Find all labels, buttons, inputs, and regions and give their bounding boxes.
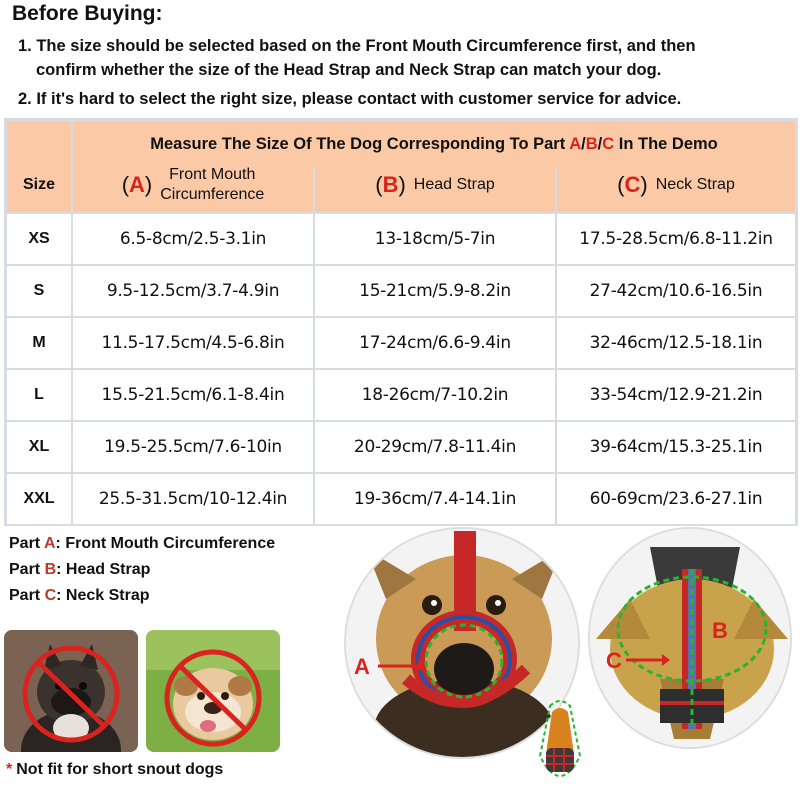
size-column-header: Size <box>7 158 71 212</box>
size-table <box>4 118 798 526</box>
diagram-label-a: A <box>354 654 370 679</box>
merged-header-slash-2: / <box>597 134 603 153</box>
part-b-header <box>315 158 555 212</box>
part-b-marker: (B) <box>375 172 406 197</box>
arrow-a-icon <box>378 658 426 674</box>
merged-header-pre: Measure The Size Of The Dog Corresponding To Part <box>150 134 570 153</box>
note-2: 2. If it's hard to select the right size, please contact with customer service for advice. <box>18 90 682 108</box>
cell-head-strap: 17-24cm/6.6-9.4in <box>315 318 555 368</box>
short-snout-dog-photo-1 <box>4 630 138 752</box>
legend-c-prefix: Part <box>9 587 45 604</box>
cell-head-strap: 15-21cm/5.9-8.2in <box>315 266 555 316</box>
cell-head-strap: 19-36cm/7.4-14.1in <box>315 474 555 524</box>
legend-c-text: : Neck Strap <box>56 587 150 604</box>
merged-header-slash-1: / <box>581 134 586 153</box>
diagram-label-b: B <box>712 618 728 643</box>
part-a-label-line-1: Front Mouth <box>169 166 256 183</box>
cell-front-mouth: 19.5-25.5cm/7.6-10in <box>73 422 313 472</box>
legend-part-a <box>9 531 275 557</box>
cell-front-mouth: 11.5-17.5cm/4.5-6.8in <box>73 318 313 368</box>
cell-size: M <box>7 318 71 368</box>
cell-neck-strap: 39-64cm/15.3-25.1in <box>557 422 795 472</box>
cell-size: L <box>7 370 71 420</box>
note-1-line-2: confirm whether the size of the Head Strap and Neck Strap can match your dog. <box>36 61 662 79</box>
legend-a-text: : Front Mouth Circumference <box>55 535 276 552</box>
part-c-marker: (C) <box>617 172 648 197</box>
part-c-letter: C <box>624 172 641 197</box>
note-1-line-1: 1. The size should be selected based on the Front Mouth Circumference first, and then <box>18 37 696 55</box>
cell-size: XL <box>7 422 71 472</box>
merged-header-c: C <box>602 134 615 153</box>
muzzle-product-icon <box>528 696 592 796</box>
cell-neck-strap: 33-54cm/12.9-21.2in <box>557 370 795 420</box>
muzzle-top-view <box>588 527 792 749</box>
cell-neck-strap: 17.5-28.5cm/6.8-11.2in <box>557 214 795 264</box>
merged-header-text <box>150 135 718 154</box>
cell-front-mouth: 25.5-31.5cm/10-12.4in <box>73 474 313 524</box>
part-a-label <box>160 165 264 205</box>
merged-header-post: In The Demo <box>614 134 718 153</box>
part-a-label-line-2: Circumference <box>160 186 265 203</box>
page-heading: Before Buying: <box>12 2 163 25</box>
part-a-header <box>73 158 313 212</box>
note-1 <box>18 34 788 82</box>
diagram-label-c: C <box>606 648 622 673</box>
legend-b-letter: B <box>44 561 57 578</box>
caption-text: Not fit for short snout dogs <box>16 761 224 778</box>
cell-front-mouth: 6.5-8cm/2.5-3.1in <box>73 214 313 264</box>
cell-neck-strap: 32-46cm/12.5-18.1in <box>557 318 795 368</box>
cell-size: S <box>7 266 71 316</box>
merged-header-a: A <box>569 134 582 153</box>
muzzle-top-diagram <box>590 529 792 749</box>
legend-a-letter: A <box>43 535 56 552</box>
parts-legend <box>9 531 275 609</box>
short-snout-dog-photo-2 <box>146 630 280 752</box>
part-c-label: Neck Strap <box>655 176 735 193</box>
legend-c-letter: C <box>44 587 57 604</box>
caption-star: * <box>6 761 13 778</box>
legend-part-b <box>9 557 275 583</box>
cell-front-mouth: 9.5-12.5cm/3.7-4.9in <box>73 266 313 316</box>
prohibited-dog-2-image <box>146 630 280 752</box>
cell-size: XS <box>7 214 71 264</box>
legend-part-c <box>9 583 275 609</box>
not-fit-caption <box>6 761 223 779</box>
part-b-label: Head Strap <box>413 176 495 193</box>
cell-head-strap: 20-29cm/7.8-11.4in <box>315 422 555 472</box>
legend-b-text: : Head Strap <box>56 561 151 578</box>
arrow-c-icon <box>626 652 670 668</box>
cell-neck-strap: 27-42cm/10.6-16.5in <box>557 266 795 316</box>
part-b-letter: B <box>382 172 399 197</box>
legend-b-prefix: Part <box>9 561 45 578</box>
cell-neck-strap: 60-69cm/23.6-27.1in <box>557 474 795 524</box>
legend-a-prefix: Part <box>9 535 44 552</box>
merged-header-b: B <box>585 134 598 153</box>
prohibited-dog-1-image <box>4 630 138 752</box>
cell-front-mouth: 15.5-21.5cm/6.1-8.4in <box>73 370 313 420</box>
part-c-header <box>557 158 795 212</box>
cell-head-strap: 13-18cm/5-7in <box>315 214 555 264</box>
cell-head-strap: 18-26cm/7-10.2in <box>315 370 555 420</box>
part-a-letter: A <box>129 172 145 197</box>
part-a-marker: (A) <box>121 172 153 197</box>
cell-size: XXL <box>7 474 71 524</box>
